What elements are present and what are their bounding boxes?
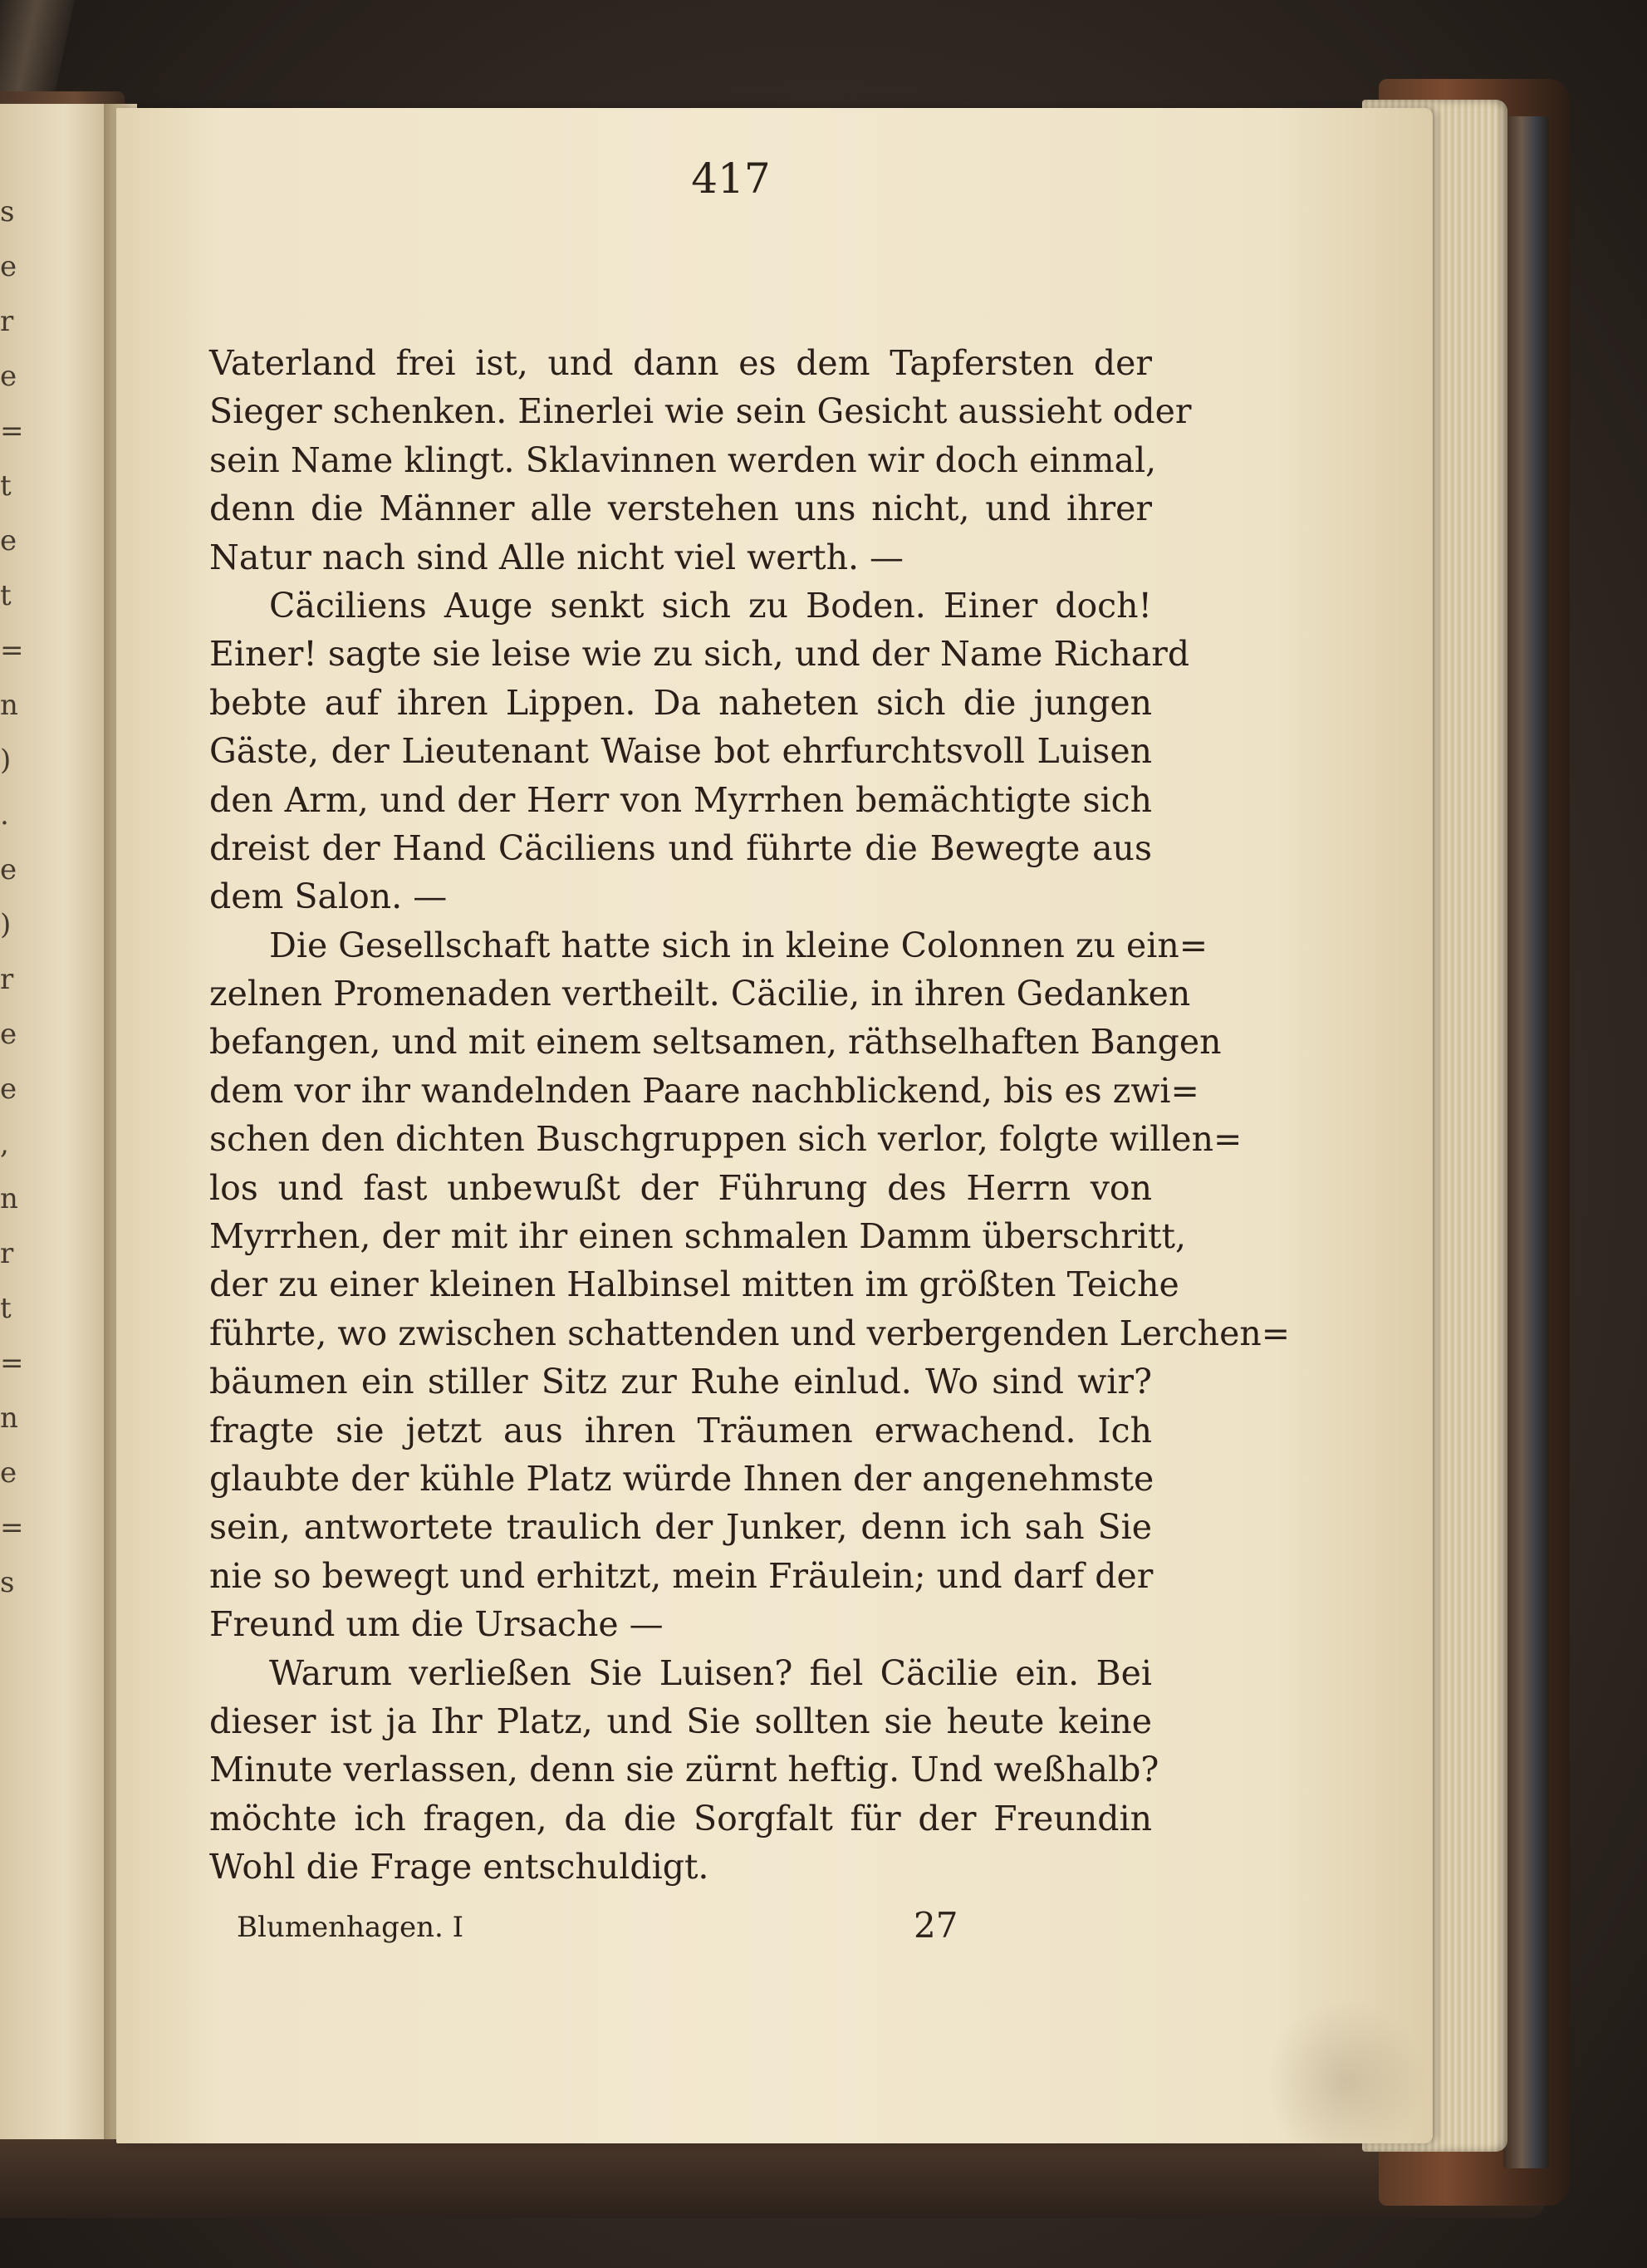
left-page-fragment: = [0,415,24,448]
text-line: dreist der Hand Cäciliens und führte die Bewegte aus [209,827,1152,868]
left-page-fragment: = [0,1511,24,1544]
left-page-fragment: e [0,360,17,393]
left-page-fragment: r [0,305,14,338]
text-line: Gäste, der Lieutenant Waise bot ehrfurchtsvoll Luisen [209,731,1152,772]
left-page-fragment: = [0,634,24,667]
left-page-fragment: e [0,1018,17,1051]
left-page-fragment: ) [0,744,12,777]
bookmark-ribbon [0,0,75,100]
text-line: dem Salon. — [209,876,448,917]
text-line: denn die Männer alle verstehen uns nicht, und ihrer [209,488,1152,529]
text-line: Wohl die Frage entschuldigt. [209,1847,709,1888]
text-line: los und fast unbewußt der Führung des Herrn von [209,1167,1152,1208]
text-line: dem vor ihr wandelnden Paare nachblickend, bis es zwi= [209,1070,1199,1111]
text-line: zelnen Promenaden vertheilt. Cäcilie, in ihren Gedanken [209,974,1191,1014]
text-line: sein, antwortete traulich der Junker, denn ich sah Sie [209,1507,1152,1548]
text-line: bäumen ein stiller Sitz zur Ruhe einlud. Wo sind wir? [209,1362,1152,1402]
text-line: Vaterland frei ist, und dann es dem Tapfersten der [209,343,1152,383]
text-line: befangen, und mit einem seltsamen, räthselhaften Bangen [209,1022,1222,1063]
left-page-fragment: r [0,963,14,996]
left-page-fragment: t [0,579,12,612]
left-page-fragment: e [0,1456,17,1490]
text-line: dieser ist ja Ihr Platz, und Sie sollten sie heute keine [209,1701,1152,1741]
left-page-fragment: n [0,1182,18,1215]
text-line: Einer! sagte sie leise wie zu sich, und der Name Richard [209,634,1190,675]
left-facing-page [0,104,116,2139]
back-cover-edge [1503,116,1549,2168]
left-page-fragment: e [0,524,17,557]
left-page-fragment: t [0,1292,12,1325]
left-page-fragment: e [0,1073,17,1106]
text-line: fragte sie jetzt aus ihren Träumen erwachend. Ich [209,1410,1152,1451]
text-line: glaubte der kühle Platz würde Ihnen der angenehmste [209,1458,1154,1499]
text-line: nie so bewegt und erhitzt, mein Fräulein; und darf der [209,1555,1154,1596]
left-page-fragment: r [0,1237,14,1270]
text-line: Freund um die Ursache — [209,1604,664,1645]
text-line: Minute verlassen, denn sie zürnt heftig. Und weßhalb? [209,1750,1159,1790]
text-line: schen den dichten Buschgruppen sich verlor, folgte willen= [209,1119,1243,1160]
left-page-fragment: ) [0,908,12,941]
text-line: möchte ich fragen, da die Sorgfalt für der Freundin [209,1798,1152,1838]
text-line: Warum verließen Sie Luisen? fiel Cäcilie ein. Bei [269,1652,1152,1693]
page-stain [1262,2002,1429,2160]
text-line: Cäciliens Auge senkt sich zu Boden. Einer doch! [269,585,1152,626]
left-page-fragment: t [0,469,12,503]
left-page-fragment: , [0,1127,9,1161]
sheet-number: 27 [914,1905,958,1946]
text-line: den Arm, und der Herr von Myrrhen bemächtigte sich [209,779,1152,820]
text-line: sein Name klingt. Sklavinnen werden wir doch einmal, [209,439,1157,480]
text-line: Sieger schenken. Einerlei wie sein Gesicht aussieht oder [209,391,1192,432]
text-line: der zu einer kleinen Halbinsel mitten im größten Teiche [209,1264,1179,1305]
text-line: Die Gesellschaft hatte sich in kleine Colonnen zu ein= [269,925,1208,965]
left-page-fragment: s [0,1566,15,1599]
page-text [209,339,1291,1892]
text-line: Myrrhen, der mit ihr einen schmalen Damm überschritt, [209,1216,1187,1257]
left-page-fragment: = [0,1347,24,1380]
left-page-fragment: . [0,798,9,832]
text-line: führte, wo zwischen schattenden und verbergenden Lerchen= [209,1313,1291,1353]
printer-signature: Blumenhagen. I [237,1911,464,1944]
left-page-fragment: e [0,853,17,886]
left-page-fragment: n [0,1402,18,1435]
text-line: Natur nach sind Alle nicht viel werth. — [209,537,904,577]
page-number: 417 [691,155,771,203]
text-line: bebte auf ihren Lippen. Da naheten sich die jungen [209,682,1152,723]
left-page-fragment: n [0,689,18,722]
left-page-fragment: e [0,250,17,283]
left-page-fragment: s [0,195,15,228]
